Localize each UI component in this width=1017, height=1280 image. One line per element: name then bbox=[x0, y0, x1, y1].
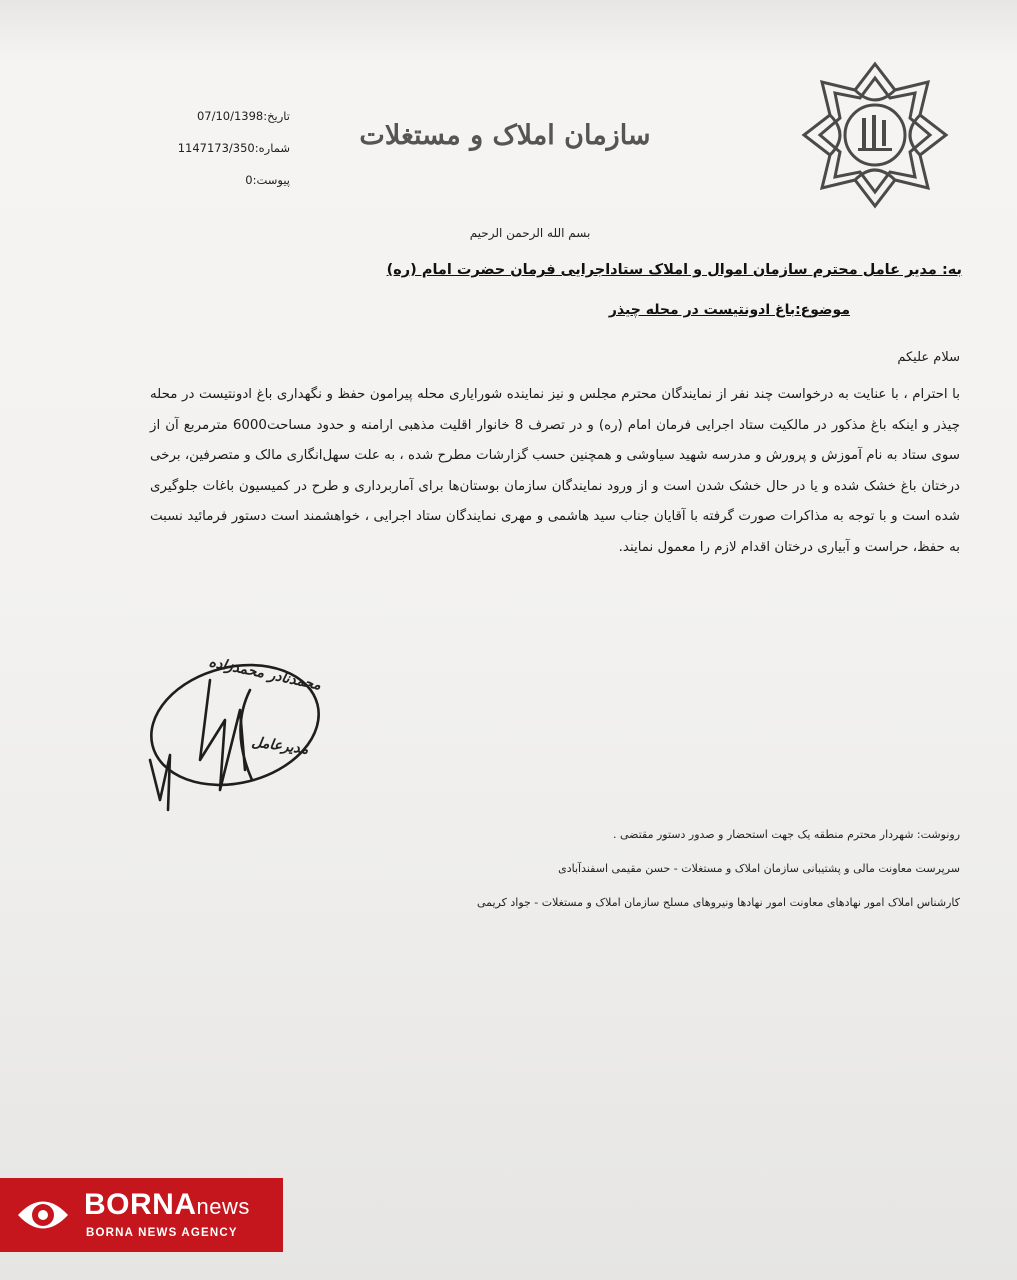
cc-line: سرپرست معاونت مالی و پشتیبانی سازمان املاک و مستغلات - حسن مقیمی اسفندآبادی bbox=[558, 862, 960, 875]
signatory-role: مدیرعامل bbox=[250, 734, 310, 758]
tehran-council-logo bbox=[800, 60, 950, 210]
date-row: تاریخ:07/10/1398 bbox=[196, 109, 290, 123]
cc-line: رونوشت: شهردار محترم منطقه یک جهت استحضار و صدور دستور مقتضی . bbox=[613, 828, 960, 841]
letter-metadata bbox=[160, 100, 290, 196]
borna-brand: BORNAnews bbox=[84, 1188, 250, 1221]
greeting: سلام علیکم bbox=[897, 350, 960, 365]
borna-agency-label: BORNA NEWS AGENCY bbox=[86, 1227, 238, 1239]
photo-shadow bbox=[0, 0, 1017, 60]
recipient-line: به: مدیر عامل محترم سازمان اموال و املاک ستاداجرایی فرمان حضرت امام (ره) bbox=[386, 262, 962, 278]
signatory-name: محمدنادر محمدزاده bbox=[207, 654, 323, 694]
attachment-row: پیوست:0 bbox=[245, 173, 290, 187]
number-value: 1147173/350 bbox=[177, 141, 255, 155]
borna-watermark bbox=[0, 1178, 283, 1252]
bismillah-line: بسم الله الرحمن الرحیم bbox=[469, 226, 591, 240]
borna-eye-icon bbox=[14, 1190, 72, 1240]
letter-body: با احترام ، با عنایت به درخواست چند نفر از نمایندگان محترم مجلس و نیز نماینده شورایاری محله پیرامون حفظ و نگهداری باغ ادونتیست در محله چیذر و اینکه باغ مذکور در مالکیت ستاد اجرایی فرمان امام (ره) و در تصرف 8 خانوار اقلیت مذهبی ارامنه و حدود مساحت6000 مترمربع آن از سوی ستاد به نام آموزش و پرورش و مدرسه شهید سیاوشی و همچنین حسب گزارشات مطرح شده ، به علت سهل‌انگاری مالک و متصرفین، برخی درختان باغ خشک شده و یا در حال خشک شدن است و از ورود نمایندگان سازمان بوستان‌ها برای آماربرداری و طرح در کمیسیون باغات جلوگیری شده است و با توجه به مذاکرات صورت گرفته با آقایان جناب سید هاشمی و مهری نمایندگان ستاد اجرایی ، خواهشمند است دستور فرمائید نسبت به حفظ، حراست و آبیاری درختان اقدام لازم را معمول نمایند. bbox=[150, 387, 960, 555]
date-value: 07/10/1398 bbox=[196, 109, 264, 123]
organization-title: سازمان املاک و مستغلات bbox=[359, 120, 651, 151]
subject-line: موضوع:باغ ادونتیست در محله چیذر bbox=[608, 302, 850, 318]
carbon-copy-list bbox=[440, 818, 960, 920]
attachment-value: 0 bbox=[245, 173, 253, 187]
cc-line: کارشناس املاک امور نهادهای معاونت امور نهادها ونیروهای مسلح سازمان املاک و مستغلات - جواد کریمی bbox=[476, 896, 960, 909]
number-row: شماره:1147173/350 bbox=[177, 141, 290, 155]
